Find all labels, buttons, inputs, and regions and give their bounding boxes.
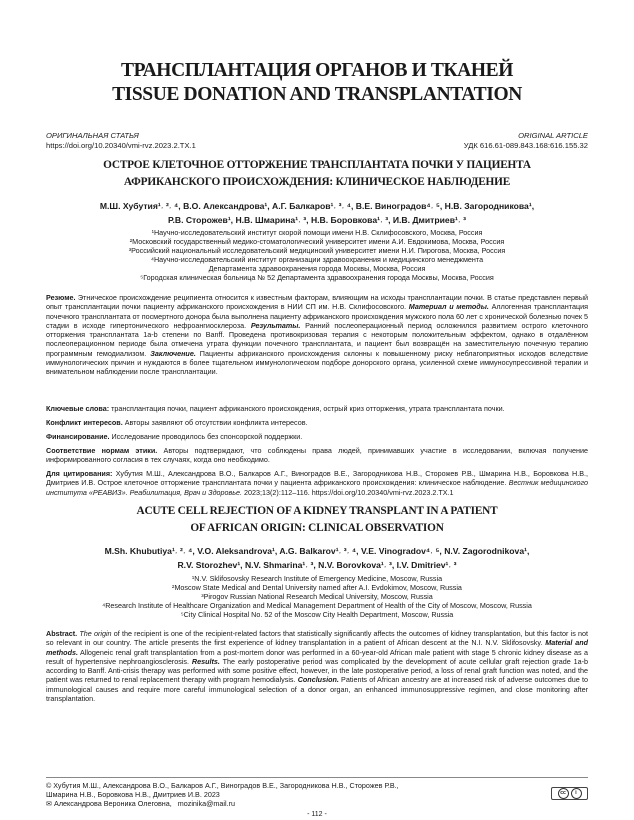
funding-ru (46, 432, 588, 441)
citation-label: Для цитирования: (46, 469, 113, 478)
abstract-en (46, 629, 588, 703)
abstract-label: Abstract. (46, 629, 78, 638)
abstract-text: Ранний послеоперационный период осложнился развитием острого клеточного отторжения трансплантата 1а-b степени по Banff. Проведена противокризовая терапия с некоторым положительным эффектом, однако в отдалённом послеоперационном периоде была отмечена утрата функции почечного трансплантата, и пациент был возвращён на заместительную почечную терапию программным гемодиализом. (46, 320, 588, 358)
contact-name: Александрова Вероника Олеговна, (54, 799, 172, 809)
copyright-line: Шмарина Н.В., Боровкова Н.В., Дмитриев И.В. 2023 (46, 790, 220, 800)
methods-label: Material and methods. (46, 638, 588, 657)
article-title-ru (50, 157, 584, 191)
copyright-line: © Хубутия М.Ш., Александрова В.О., Балкаров А.Г., Виноградов В.Е., Загородникова Н.В., Сторожев Р.В., (46, 781, 399, 790)
funding-label: Финансирование. (46, 432, 110, 441)
affiliation: ⁵City Clinical Hospital No. 52 of the Moscow City Health Department, Moscow, Russia (180, 609, 454, 619)
affiliation: ¹N.V. Sklifosovsky Research Institute of Emergency Medicine, Moscow, Russia (191, 574, 443, 583)
conflict-label: Конфликт интересов. (46, 418, 123, 427)
title-line: ОСТРОЕ КЛЕТОЧНОЕ ОТТОРЖЕНИЕ ТРАНСПЛАНТАТА ПОЧКИ У ПАЦИЕНТА (103, 159, 531, 171)
article-type-en: ORIGINAL ARTICLE (518, 131, 588, 140)
conflict-text: Авторы заявляют об отсутствии конфликта интересов. (122, 418, 308, 427)
authors-ru (40, 199, 594, 227)
affiliations-ru (40, 229, 594, 282)
citation-journal: Вестник медицинского института «РЕАВИЗ». Реабилитация, Врач и Здоровье. (46, 478, 588, 497)
results-label: Результаты. (250, 320, 301, 330)
affiliation: ⁴Research Institute of Healthcare Organization and Medical Management Department of Health of the City of Moscow, Moscow, Russia (102, 600, 532, 610)
affiliation: ¹Научно-исследовательский институт скорой помощи имени Н.В. Склифосовского, Москва, Россия (151, 228, 483, 237)
abstract-text: Пациенты африканского происхождения склонны к повышенному риску неблагоприятных исходов вследствие иммунологических причин и нуждаются в более тщательном иммунологическом подборе донорского органа, усиленной схеме иммуносупрессивной терапии и внимательном наблюдении после трансплантации. (46, 348, 588, 377)
affiliation: ²Московский государственный медико-стоматологический университет имени А.И. Евдокимова, Москва, Россия (129, 236, 505, 246)
abstract-text: Patients of African ancestry are at increased risk of adverse outcomes due to immunological causes and require more careful immunological selection of a donor organ, an enhanced immunosuppressive regimen, and close monitoring after transplantation. (46, 675, 588, 704)
affiliation: Департамента здравоохранения города Москвы, Москва, Россия (208, 263, 426, 273)
citation-tail: 2023;13(2):112–116. https://doi.org/10.20340/vmi-rvz.2023.2.TX.1 (242, 487, 454, 497)
by-icon: i (571, 788, 582, 799)
article-type-ru: ОРИГИНАЛЬНАЯ СТАТЬЯ (46, 131, 139, 140)
ethics-ru (46, 446, 588, 465)
page-number: - 112 - (307, 811, 327, 818)
authors-en (40, 544, 594, 572)
affiliation: ⁴Научно-исследовательский институт организации здравоохранения и медицинского менеджмента (150, 254, 484, 264)
conclusion-label: Conclusion. (297, 675, 339, 685)
contact-email[interactable]: mozinika@mail.ru (177, 799, 235, 809)
article-title-en (50, 503, 584, 537)
cc-license-badge[interactable] (551, 787, 588, 800)
conclusion-label: Заключение. (150, 348, 196, 358)
doi-link[interactable]: https://doi.org/10.20340/vmi-rvz.2023.2.TX.1 (46, 141, 196, 150)
title-line: АФРИКАНСКОГО ПРОИСХОЖДЕНИЯ: КЛИНИЧЕСКОЕ НАБЛЮДЕНИЕ (123, 176, 511, 188)
authors-line: R.V. Storozhev¹, N.V. Shmarina¹˒ ³, N.V. Borovkova¹˒ ³, I.V. Dmitriev¹˒ ³ (177, 560, 457, 570)
title-line: OF AFRICAN ORIGIN: CLINICAL OBSERVATION (190, 522, 444, 534)
affiliation: ²Moscow State Medical and Dental University named after A.I. Evdokimov, Moscow, Russia (172, 582, 462, 592)
ethics-text: Авторы подтверждают, что соблюдены права людей, принимавших участие в исследовании, включая получение информированного согласия в тех случаях, когда оно необходимо. (46, 446, 588, 465)
abstract-text: Этническое происхождение реципиента относится к известным факторам, влияющим на исходы трансплантации почки. В статье представлен первый опыт трансплантации почки пациенту африканского происхождения в НИИ СП им. Н.В. Склифосовского. (46, 293, 588, 312)
affiliation: ³Pirogov Russian National Research Medical University, Moscow, Russia (201, 591, 433, 601)
copyright (46, 781, 399, 809)
funding-text: Исследование проводилось без спонсорской поддержки. (109, 432, 303, 441)
abstract-text: The early postoperative period was complicated by the development of acute cellular graft rejection grade 1a-b according to Banff. Anti-crisis therapy was performed with some positive effect, however, in the late postoperative period, a loss of renal graft function was noted, and the patient was returned to renal replacement therapy with program hemodialysis. (46, 656, 588, 685)
contact (46, 799, 399, 808)
envelope-icon: ✉ (46, 799, 53, 809)
citation-ru (46, 469, 588, 497)
keywords-label: Ключевые слова: (46, 404, 110, 413)
title-line: ACUTE CELL REJECTION OF A KIDNEY TRANSPLANT IN A PATIENT (136, 505, 498, 517)
journal-section-ru: ТРАНСПЛАНТАЦИЯ ОРГАНОВ И ТКАНЕЙ (121, 60, 513, 81)
keywords-ru (46, 404, 588, 413)
authors-line: М.Ш. Хубутия¹˒ ²˒ ⁴, В.О. Александрова¹, А.Г. Балкаров¹˒ ³˒ ⁴, В.Е. Виноградов⁴˒ ⁵, Н.В. Загородникова¹, (99, 201, 535, 211)
footer-divider (46, 777, 588, 778)
abstract-text: Allogeneic renal graft transplantation from a post-mortem donor was performed in a 60-year-old African male patient with stage 5 chronic kidney disease as a result of hypertensive nephroangiosclerosis. (46, 647, 588, 666)
conflict-ru (46, 418, 588, 427)
affiliations-en (40, 575, 594, 620)
citation-text: Хубутия М.Ш., Александрова В.О., Балкаров А.Г., Виноградов В.Е., Загородникова Н.В., Сторожев Р.В., Шмарина Н.В., Боровкова Н.В., Дмитриев И.В. Острое клеточное отторжение трансплантата почки у пациента африканского происхождения: клиническое наблюдение. (46, 469, 588, 488)
affiliation: ⁵Городская клиническая больница № 52 Департамента здравоохранения города Москвы, Москва, Россия (140, 272, 494, 282)
udk-code: УДК 616.61-089.843.168:616.155.32 (463, 141, 588, 150)
abstract-text: of the recipient is one of the recipient-related factors that statistically significantly affects the outcomes of kidney transplantation, but this factor is not so relevant in our country. The article presents the first experience of kidney transplantation in a patient of African descent at the N.I. N.V. Sklifosovsky. (46, 629, 588, 648)
affiliation: ³Российский национальный исследовательский медицинский университет имени Н.И. Пирогова, Москва, Россия (128, 245, 506, 255)
ethics-label: Соответствие нормам этики. (46, 446, 158, 455)
keywords-text: трансплантация почки, пациент африканского происхождения, острый криз отторжения, утрата трансплантата почки. (109, 404, 505, 413)
methods-label: Материал и методы. (408, 302, 489, 312)
origin-emphasis: The origin (79, 629, 112, 638)
authors-line: Р.В. Сторожев¹, Н.В. Шмарина¹˒ ³, Н.В. Боровкова¹˒ ³, И.В. Дмитриев¹˒ ³ (168, 215, 466, 225)
abstract-label: Резюме. (46, 293, 76, 302)
abstract-ru (46, 293, 588, 377)
journal-section-en: TISSUE DONATION AND TRANSPLANTATION (112, 84, 522, 105)
authors-line: M.Sh. Khubutiya¹˒ ²˒ ⁴, V.O. Aleksandrova¹, A.G. Balkarov¹˒ ³˒ ⁴, V.E. Vinogradov⁴˒ ⁵, N.V. Zagorodnikova¹, (104, 546, 530, 556)
cc-icon: cc (558, 788, 569, 799)
abstract-text: Аллогенная трансплантация почечного трансплантата от посмертного донора была выполнена пациенту африканского происхождения мужского пола 60 лет с хронической болезнью почек 5 стадии в исходе гипертонического нефроангиосклероза. (46, 302, 589, 330)
results-label: Results. (191, 656, 220, 666)
